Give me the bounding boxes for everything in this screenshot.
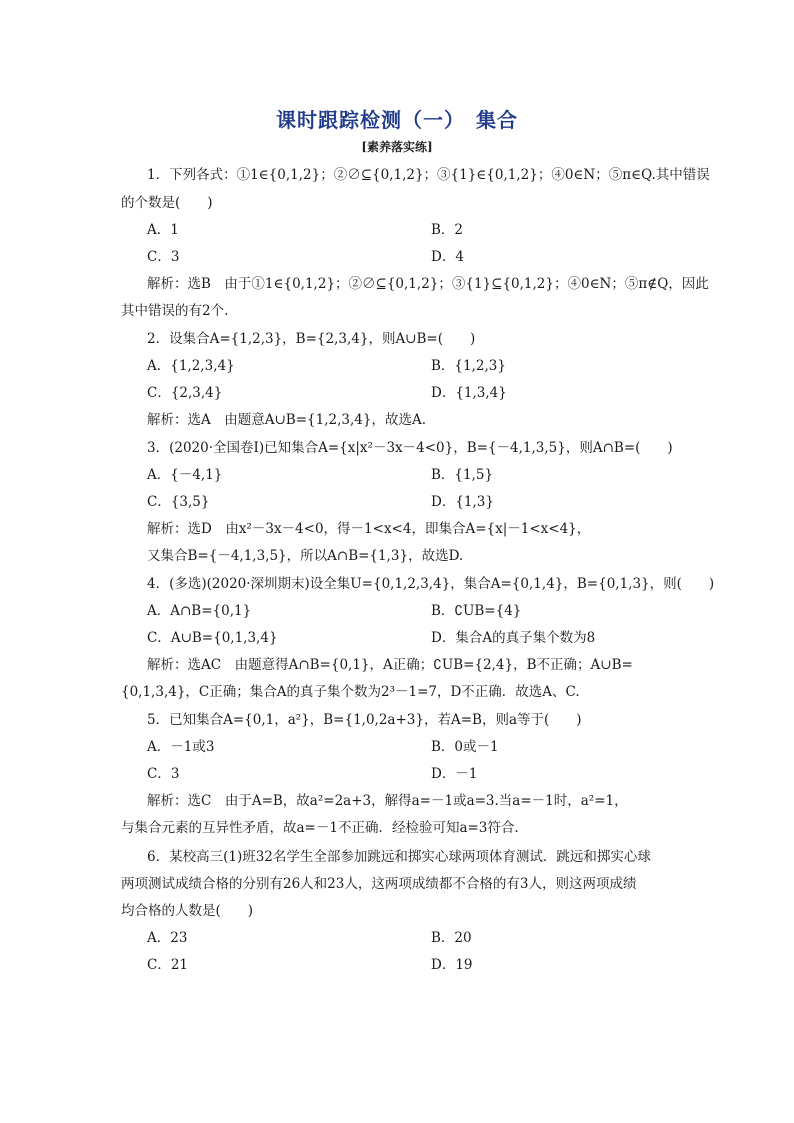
q5-option-a: A．－1或3: [147, 739, 215, 755]
q4-option-d: D．集合A的真子集个数为8: [431, 630, 596, 646]
q4-option-a: A．A∩B={0,1}: [147, 603, 252, 619]
q2-stem-line-1: 2．设集合A={1,2,3}，B={2,3,4}，则A∪B=( ): [147, 331, 476, 347]
q6-stem-line-3: 均合格的人数是( ): [121, 903, 254, 919]
q1-solution-line-1: 解析：选B 由于①1∈{0,1,2}；②∅⊆{0,1,2}；③{1}⊆{0,1,2}；④0∈N；⑤π∉Q，因此: [147, 276, 709, 292]
q5-option-b: B．0或－1: [431, 739, 499, 755]
q5-solution-line-1: 解析：选C 由于A=B，故a²=2a+3，解得a=－1或a=3.当a=－1时，a²=1，: [147, 793, 628, 809]
q6-option-c: C．21: [147, 957, 189, 973]
page-title: 课时跟踪检测（一） 集合: [276, 108, 518, 132]
q3-option-a: A．{－4,1}: [147, 467, 223, 483]
q1-option-a: A．1: [147, 222, 179, 238]
q6-stem-line-2: 两项测试成绩合格的分别有26人和23人，这两项成绩都不合格的有3人，则这两项成绩: [121, 876, 637, 892]
q2-option-b: B．{1,2,3}: [431, 358, 506, 374]
q4-solution-line-1: 解析：选AC 由题意得A∩B={0,1}，A正确；∁UB={2,4}，B不正确；A∪B=: [147, 657, 633, 673]
q5-solution-line-2: 与集合元素的互异性矛盾，故a=－1不正确．经检验可知a=3符合.: [121, 820, 519, 836]
q3-stem-line-1: 3．(2020·全国卷Ⅰ)已知集合A={x|x²－3x－4<0}，B={－4,1,3,5}，则A∩B=( ): [147, 440, 673, 456]
q1-solution-line-2: 其中错误的有2个.: [121, 303, 229, 319]
q4-option-b: B．∁UB={4}: [431, 603, 522, 619]
q6-option-a: A．23: [147, 930, 188, 946]
q4-stem-line-1: 4．(多选)(2020·深圳期末)设全集U={0,1,2,3,4}，集合A={0,1,4}，B={0,1,3}，则( ): [147, 576, 715, 592]
q2-option-d: D．{1,3,4}: [431, 385, 507, 401]
q3-option-b: B．{1,5}: [431, 467, 494, 483]
q3-solution-line-1: 解析：选D 由x²－3x－4<0，得－1<x<4，即集合A={x|－1<x<4}，: [147, 521, 591, 537]
q4-solution-line-2: {0,1,3,4}，C正确；集合A的真子集个数为2³－1=7，D不正确．故选A、C.: [121, 684, 580, 700]
section-subtitle: [素养落实练]: [361, 140, 433, 154]
q3-option-c: C．{3,5}: [147, 494, 210, 510]
q1-option-d: D．4: [431, 249, 464, 265]
q2-option-a: A．{1,2,3,4}: [147, 358, 235, 374]
q5-stem-line-1: 5．已知集合A={0,1，a²}，B={1,0,2a+3}，若A=B，则a等于( ): [147, 712, 582, 728]
q4-option-c: C．A∪B={0,1,3,4}: [147, 630, 278, 646]
q5-option-d: D．－1: [431, 766, 478, 782]
q2-option-c: C．{2,3,4}: [147, 385, 223, 401]
q1-stem-line-2: 的个数是( ): [121, 195, 213, 211]
q2-solution-line-1: 解析：选A 由题意A∪B={1,2,3,4}，故选A.: [147, 412, 426, 428]
q6-option-b: B．20: [431, 930, 472, 946]
q1-option-c: C．3: [147, 249, 180, 265]
q1-stem-line-1: 1．下列各式：①1∈{0,1,2}；②∅⊆{0,1,2}；③{1}∈{0,1,2}；④0∈N；⑤π∈Q.其中错误: [147, 167, 710, 183]
q5-option-c: C．3: [147, 766, 180, 782]
q3-option-d: D．{1,3}: [431, 494, 494, 510]
q3-solution-line-2: 又集合B={－4,1,3,5}，所以A∩B={1,3}，故选D.: [147, 548, 464, 564]
q1-option-b: B．2: [431, 222, 464, 238]
q6-option-d: D．19: [431, 957, 473, 973]
q6-stem-line-1: 6．某校高三(1)班32名学生全部参加跳远和掷实心球两项体育测试．跳远和掷实心球: [147, 849, 651, 865]
